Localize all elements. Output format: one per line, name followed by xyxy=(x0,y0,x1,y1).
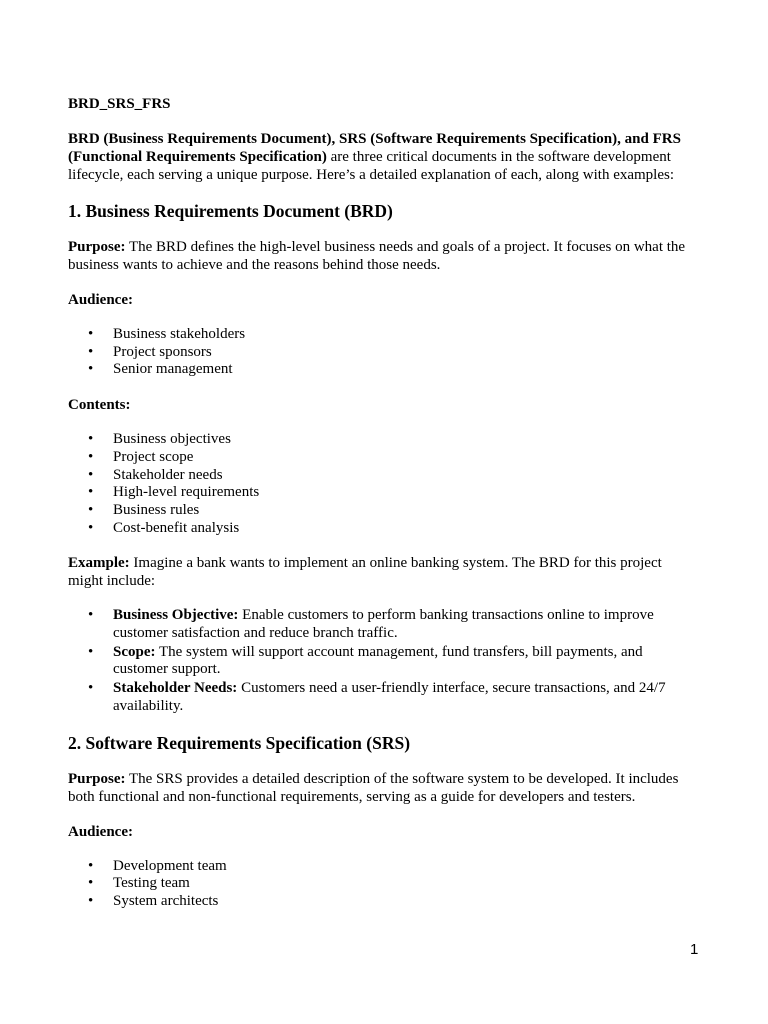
srs-heading: 2. Software Requirements Specification (SRS) xyxy=(68,732,411,753)
brd-example-list xyxy=(68,607,700,715)
list-item: • High-level requirements xyxy=(68,484,700,502)
example-item-label: Scope: xyxy=(113,643,156,660)
example-item-label: Business Objective: xyxy=(113,607,239,624)
document-page xyxy=(68,95,700,928)
srs-audience-label: Audience: xyxy=(68,823,133,840)
page-number: 1 xyxy=(690,941,699,958)
srs-audience-list xyxy=(68,858,700,911)
example-item-label: Stakeholder Needs: xyxy=(113,680,238,697)
brd-purpose-text: The BRD defines the high-level business needs and goals of a project. It focuses on what the business wants to achieve and the reasons behind those needs. xyxy=(68,239,686,273)
brd-example-label: Example: xyxy=(68,555,130,572)
brd-example xyxy=(68,554,700,590)
brd-audience-label: Audience: xyxy=(68,292,133,308)
list-item: • System architects xyxy=(68,893,700,911)
list-item: • Business objectives xyxy=(68,431,700,449)
brd-audience-list xyxy=(68,326,700,379)
brd-contents-list xyxy=(68,431,700,537)
example-item-text: The system will support account management, fund transfers, bill payments, and customer support. xyxy=(113,643,643,678)
list-item: • Stakeholder needs xyxy=(68,467,700,485)
list-item: • Project sponsors xyxy=(68,344,700,362)
list-item: • Project scope xyxy=(68,449,700,467)
intro-bold-text: BRD (Business Requirements Document), SRS (Software Requirements Specification), and FRS (Functional Requirements Specification) xyxy=(68,131,681,165)
list-item: • Cost-benefit analysis xyxy=(68,520,700,538)
list-item: • Business stakeholders xyxy=(68,326,700,344)
intro-paragraph xyxy=(68,130,700,184)
list-item: • Senior management xyxy=(68,361,700,379)
list-item: • Business rules xyxy=(68,502,700,520)
list-item xyxy=(68,680,700,715)
srs-purpose-label: Purpose: xyxy=(68,770,126,787)
brd-example-text: Imagine a bank wants to implement an online banking system. The BRD for this project might include: xyxy=(68,555,662,590)
srs-purpose xyxy=(68,770,700,806)
list-item xyxy=(68,607,700,642)
brd-purpose xyxy=(68,238,700,274)
intro-text: are three critical documents in the software development lifecycle, each serving a unique purpose. Here’s a detailed explanation of each, along with examples: xyxy=(68,149,675,183)
brd-heading: 1. Business Requirements Document (BRD) xyxy=(68,201,393,221)
example-item-text: Customers need a user-friendly interface, secure transactions, and 24/7 availability. xyxy=(113,680,666,714)
srs-purpose-text: The SRS provides a detailed description of the software system to be developed. It includes both functional and non-functional requirements, serving as a guide for developers and testers. xyxy=(68,770,679,805)
brd-contents-label: Contents: xyxy=(68,397,131,414)
example-item-text: Enable customers to perform banking transactions online to improve customer satisfaction and reduce branch traffic. xyxy=(113,607,654,642)
list-item xyxy=(68,644,700,679)
document-title: BRD_SRS_FRS xyxy=(68,96,171,112)
list-item: • Testing team xyxy=(68,875,700,893)
list-item: • Development team xyxy=(68,858,700,876)
brd-purpose-label: Purpose: xyxy=(68,239,126,255)
